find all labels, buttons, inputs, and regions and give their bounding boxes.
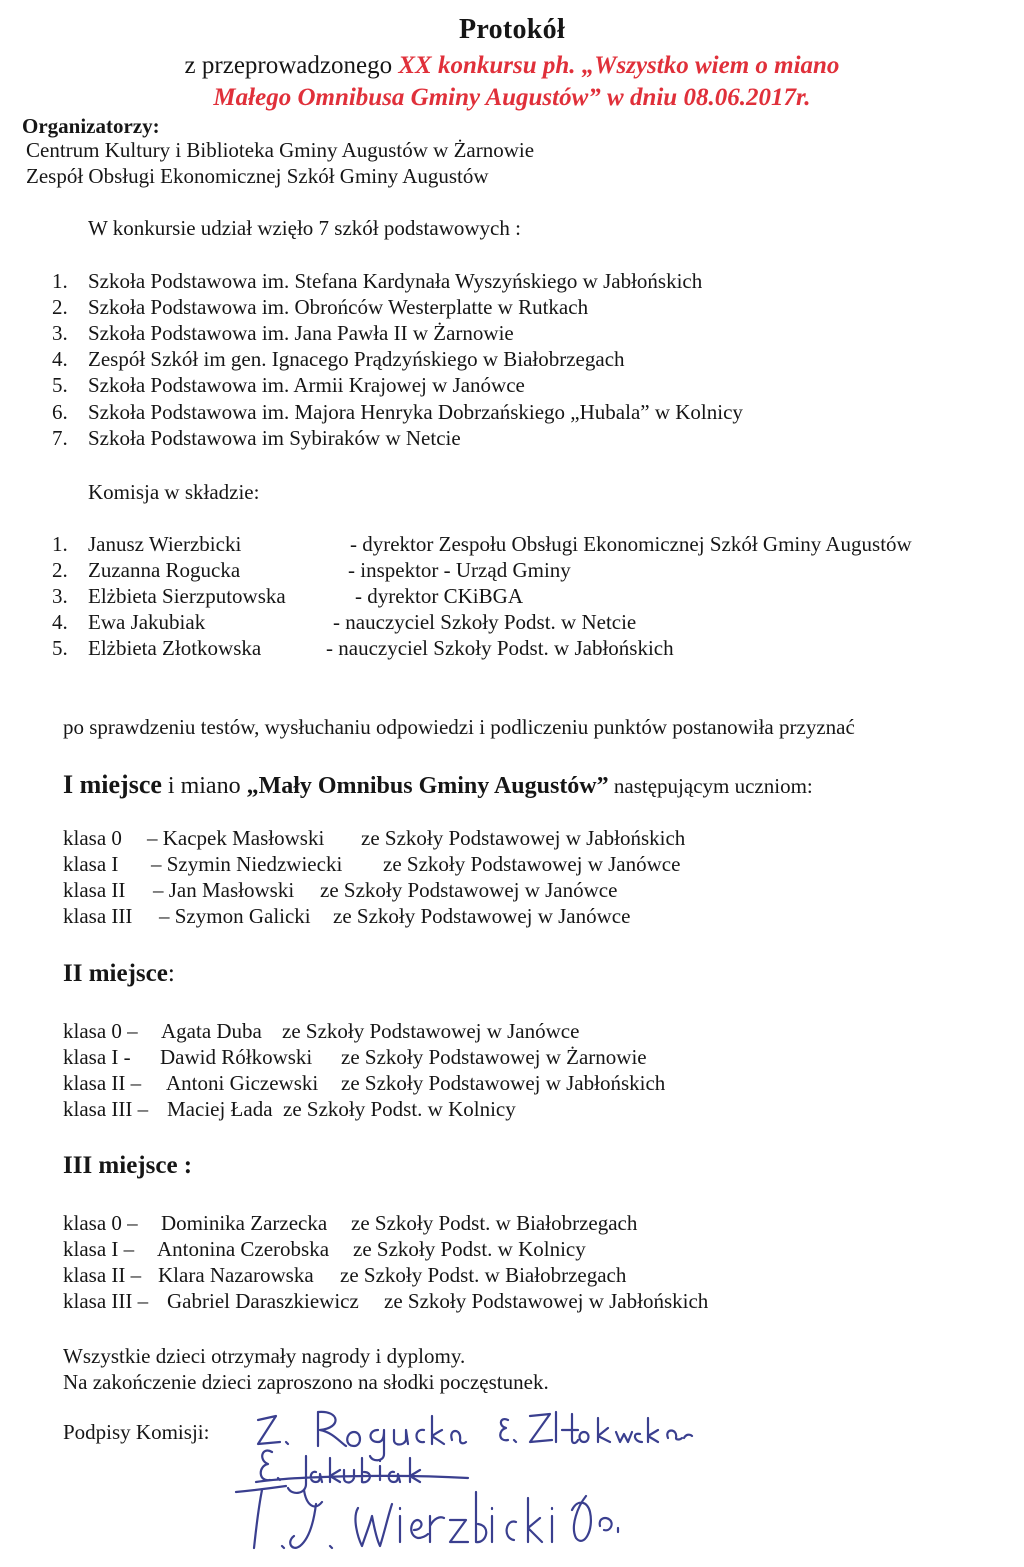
list-number: 7. [52,426,68,450]
committee-member-role: - nauczyciel Szkoły Podst. w Netcie [333,610,637,634]
organizer-line: Centrum Kultury i Biblioteka Gminy Augustów w Żarnowie [26,138,535,162]
list-number: 3. [52,584,68,608]
winner-class: klasa III – [63,1289,149,1313]
list-number: 3. [52,321,68,345]
committee-member-name: Elżbieta Złotkowska [88,636,262,660]
subtitle-contest-date: Małego Omnibusa Gminy Augustów” w dniu 08.06.2017r. [213,84,811,111]
second-place-label: II miejsce [63,960,168,987]
committee-member-name: Elżbieta Sierzputowska [88,584,286,608]
committee-member-role: - inspektor - Urząd Gminy [348,558,571,582]
first-place-heading [63,770,813,800]
winner-school: ze Szkoły Podstawowej w Janówce [333,904,631,928]
third-place-heading: III miejsce : [63,1152,193,1179]
winner-school: ze Szkoły Podstawowej w Jabłońskich [361,826,686,850]
signature-zlotkowska [500,1412,692,1443]
first-place-title: „Mały Omnibus Gminy Augustów” [246,773,609,799]
list-number: 6. [52,400,68,424]
list-number: 5. [52,373,68,397]
winner-school: ze Szkoły Podst. w Kolnicy [283,1097,516,1121]
winner-school: ze Szkoły Podstawowej w Jabłońskich [384,1289,709,1313]
document-subtitle [0,50,1024,114]
school-item: Szkoła Podstawowa im Sybiraków w Netcie [88,426,461,450]
second-place-heading [63,960,175,988]
winner-name: – Szymin Niedzwiecki [151,852,343,876]
winner-name: Dawid Rółkowski [160,1045,313,1069]
school-item: Szkoła Podstawowa im. Jana Pawła II w Żarnowie [88,321,514,345]
winner-class: klasa III [63,904,133,928]
winner-class: klasa I – [63,1237,135,1261]
winner-school: ze Szkoły Podst. w Białobrzegach [351,1211,638,1235]
school-item: Zespół Szkół im gen. Ignacego Prądzyńskiego w Białobrzegach [88,347,625,371]
handwritten-signatures [0,1380,1024,1567]
winner-name: Gabriel Daraszkiewicz [167,1289,359,1313]
winner-class: klasa II – [63,1263,142,1287]
signature-jakubiak [256,1451,468,1493]
winner-name: – Szymon Galicki [159,904,311,928]
school-item: Szkoła Podstawowa im. Obrońców Westerplatte w Rutkach [88,295,589,319]
winner-name: – Jan Masłowski [153,878,295,902]
committee-intro: Komisja w składzie: [88,480,260,504]
winner-class: klasa 0 [63,826,122,850]
winner-class: klasa 0 – [63,1211,138,1235]
first-place-tail: następującym uczniom: [608,774,813,798]
school-item: Szkoła Podstawowa im. Stefana Kardynała Wyszyńskiego w Jabłońskich [88,269,703,293]
subtitle-contest-name: XX konkursu ph. „Wszystko wiem o miano [398,52,840,79]
winner-class: klasa I [63,852,119,876]
closing-line: Wszystkie dzieci otrzymały nagrody i dyplomy. [63,1344,466,1368]
winner-school: ze Szkoły Podstawowej w Żarnowie [341,1045,647,1069]
committee-member-role: - nauczyciel Szkoły Podst. w Jabłońskich [326,636,674,660]
list-number: 2. [52,295,68,319]
winner-school: ze Szkoły Podstawowej w Janówce [320,878,618,902]
closing-line: Na zakończenie dzieci zaproszono na słodki poczęstunek. [63,1370,549,1394]
winner-school: ze Szkoły Podstawowej w Jabłońskich [341,1071,666,1095]
committee-member-role: - dyrektor Zespołu Obsługi Ekonomicznej Szkół Gminy Augustów [350,532,912,556]
first-place-mid: i miano [161,773,247,799]
first-place-label: I miejsce [63,770,162,799]
list-number: 4. [52,347,68,371]
list-number: 1. [52,269,68,293]
winner-school: ze Szkoły Podst. w Białobrzegach [340,1263,627,1287]
document-title: Protokół [458,14,566,45]
winner-name: Antoni Giczewski [166,1071,319,1095]
list-number: 1. [52,532,68,556]
signature-rogucka [258,1416,288,1444]
committee-member-name: Ewa Jakubiak [88,610,206,634]
committee-member-role: - dyrektor CKiBGA [355,584,523,608]
committee-member-name: Janusz Wierzbicki [88,532,242,556]
winner-class: klasa I - [63,1045,131,1069]
winner-name: Agata Duba [161,1019,262,1043]
signature-wierzbicki [236,1486,552,1548]
winner-name: Maciej Łada [167,1097,273,1121]
subtitle-prefix: z przeprowadzonego [184,52,393,79]
winner-name: – Kacpek Masłowski [147,826,325,850]
winner-name: Dominika Zarzecka [161,1211,328,1235]
winner-class: klasa II – [63,1071,142,1095]
schools-intro: W konkursie udział wzięło 7 szkół podstawowych : [88,216,521,240]
school-item: Szkoła Podstawowa im. Majora Henryka Dobrzańskiego „Hubala” w Kolnicy [88,400,743,424]
signatures-label: Podpisy Komisji: [63,1420,210,1444]
list-number: 5. [52,636,68,660]
winner-class: klasa II [63,878,126,902]
school-item: Szkoła Podstawowa im. Armii Krajowej w Janówce [88,373,525,397]
committee-member-name: Zuzanna Rogucka [88,558,241,582]
winner-school: ze Szkoły Podst. w Kolnicy [353,1237,586,1261]
list-number: 2. [52,558,68,582]
second-place-colon: : [167,960,175,987]
winner-school: ze Szkoły Podstawowej w Janówce [383,852,681,876]
list-number: 4. [52,610,68,634]
organizers-heading: Organizatorzy: [22,114,160,138]
decision-text: po sprawdzeniu testów, wysłuchaniu odpowiedzi i podliczeniu punktów postanowiła przyznać [63,715,855,739]
winner-name: Klara Nazarowska [158,1263,314,1287]
winner-name: Antonina Czerobska [157,1237,330,1261]
winner-class: klasa 0 – [63,1019,138,1043]
organizer-line: Zespół Obsługi Ekonomicznej Szkół Gminy Augustów [26,164,489,188]
signature-initials [572,1496,618,1541]
winner-school: ze Szkoły Podstawowej w Janówce [282,1019,580,1043]
winner-class: klasa III – [63,1097,149,1121]
